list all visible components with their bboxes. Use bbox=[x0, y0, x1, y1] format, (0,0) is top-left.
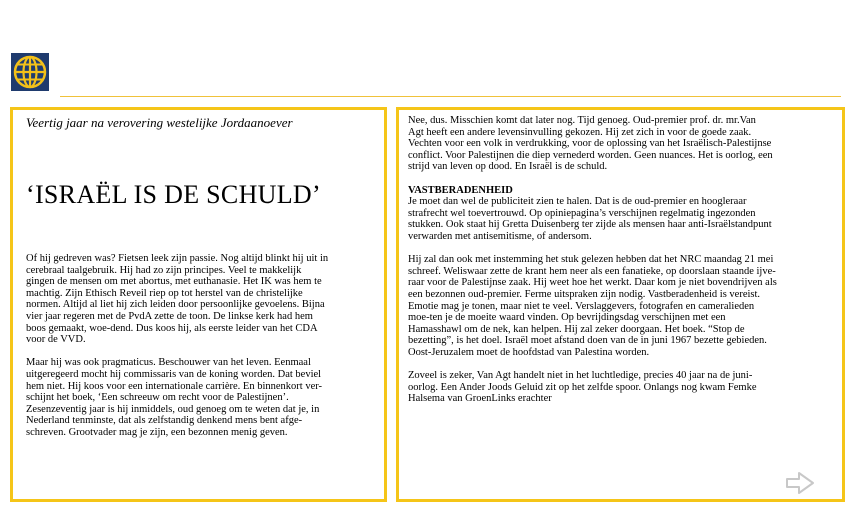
paragraph: Nee, dus. Misschien komt dat later nog. Tijd genoeg. Oud-premier prof. dr. mr.Van Agt heeft een andere levensinvulling gekozen. Hij zet zich in voor de goede zaak. Vechten voor een volk in verdrukking, voor de oplossing van het Israëlisch-Palestijnse conflict. Voor Palestijnen die diep vernederd worden. Geen nuances. Het is oorlog, een strijd van leven op dood. En Israël is de schuld. bbox=[408, 115, 773, 173]
section-heading: VASTBERADENHEID bbox=[408, 184, 513, 196]
globe-icon bbox=[11, 53, 49, 91]
paragraph: Zoveel is zeker, Van Agt handelt niet in het luchtledige, precies 40 jaar na de juni- oorlog. Een Ander Joods Geluid zit op het zelfde spoor. Onlangs nog kwam Femke Halsema van GroenLinks erachter bbox=[408, 370, 757, 405]
header-divider bbox=[60, 96, 841, 97]
article-subtitle: Veertig jaar na verovering westelijke Jordaanoever bbox=[26, 115, 293, 130]
paragraph: Hij zal dan ook met instemming het stuk gelezen hebben dat het NRC maandag 21 mei schreef. Weliswaar zette de krant hem neer als een fanatieke, op doorslaan staande ijve- raar voor de Palestijnse zaak. Hij weet hoe het werkt. Daar kom je niet bovendrijven als een bezonnen oud-premier. Ferme uitspraken zijn nodig. Vastberadenheid is vereist. Emotie mag je tonen, maar niet te veel. Verslaggevers, fotografen en cameralieden moe-ten je de moeite waard vinden. Op bevrijdingsdag verschijnen met een Hamasshawl om de nek, kan helpen. Hij zal zeker doorgaan. Het boek. “Stop de bezetting”, is het doel. Israël moet afstand doen van de in juni 1967 bezette gebieden. Oost-Jeruzalem moet de hoofdstad van Palestina worden. bbox=[408, 254, 777, 358]
paragraph: Je moet dan wel de publiciteit zien te halen. Dat is de oud-premier en hoogleraar strafrecht wel toevertrouwd. Op opiniepagina’s verschijnen regelmatig ingezonden stukken. Ook staat hij Gretta Duisenberg ter zijde als mensen haar anti-Israëlstandpunt verwarden met antisemitisme, of andersom. bbox=[408, 196, 772, 242]
left-article-panel bbox=[10, 107, 387, 502]
arrow-right-icon[interactable] bbox=[785, 471, 815, 495]
right-article-panel bbox=[396, 107, 845, 502]
article-headline: ‘ISRAËL IS DE SCHULD’ bbox=[26, 180, 321, 209]
left-article-body bbox=[26, 253, 381, 450]
paragraph: Of hij gedreven was? Fietsen leek zijn passie. Nog altijd blinkt hij uit in cerebraal taalgebruik. Hij had zo zijn principes. Veel te makkelijk gingen de mensen om met abortus, met euthanasie. Het IK was hem te machtig. Zijn Ethisch Reveil riep op tot herstel van de christelijke normen. Altijd al liet hij zich leiden door persoonlijke gevoelens. Bijna vier jaar regeren met de PvdA zette de toon. De linkse kerk had hem boos gemaakt, woe-dend. Dus koos hij, als eerste leider van het CDA voor de VVD. bbox=[26, 253, 329, 346]
right-article-body bbox=[408, 115, 838, 416]
paragraph: Maar hij was ook pragmaticus. Beschouwer van het leven. Eenmaal uitgeregeerd mocht hij commissaris van de koning worden. Dat beviel hem niet. Hij koos voor een internationale carrière. En binnenkort ver- schijnt het boek, ‘Een schreeuw om recht voor de Palestijnen’. Zesenzeventig jaar is hij inmiddels, oud genoeg om te weten dat je, in Nederland tenminste, dat als zelfstandig denkend mens bent afge- schreven. Grootvader mag je zijn, een bezonnen menig geven. bbox=[26, 357, 323, 438]
